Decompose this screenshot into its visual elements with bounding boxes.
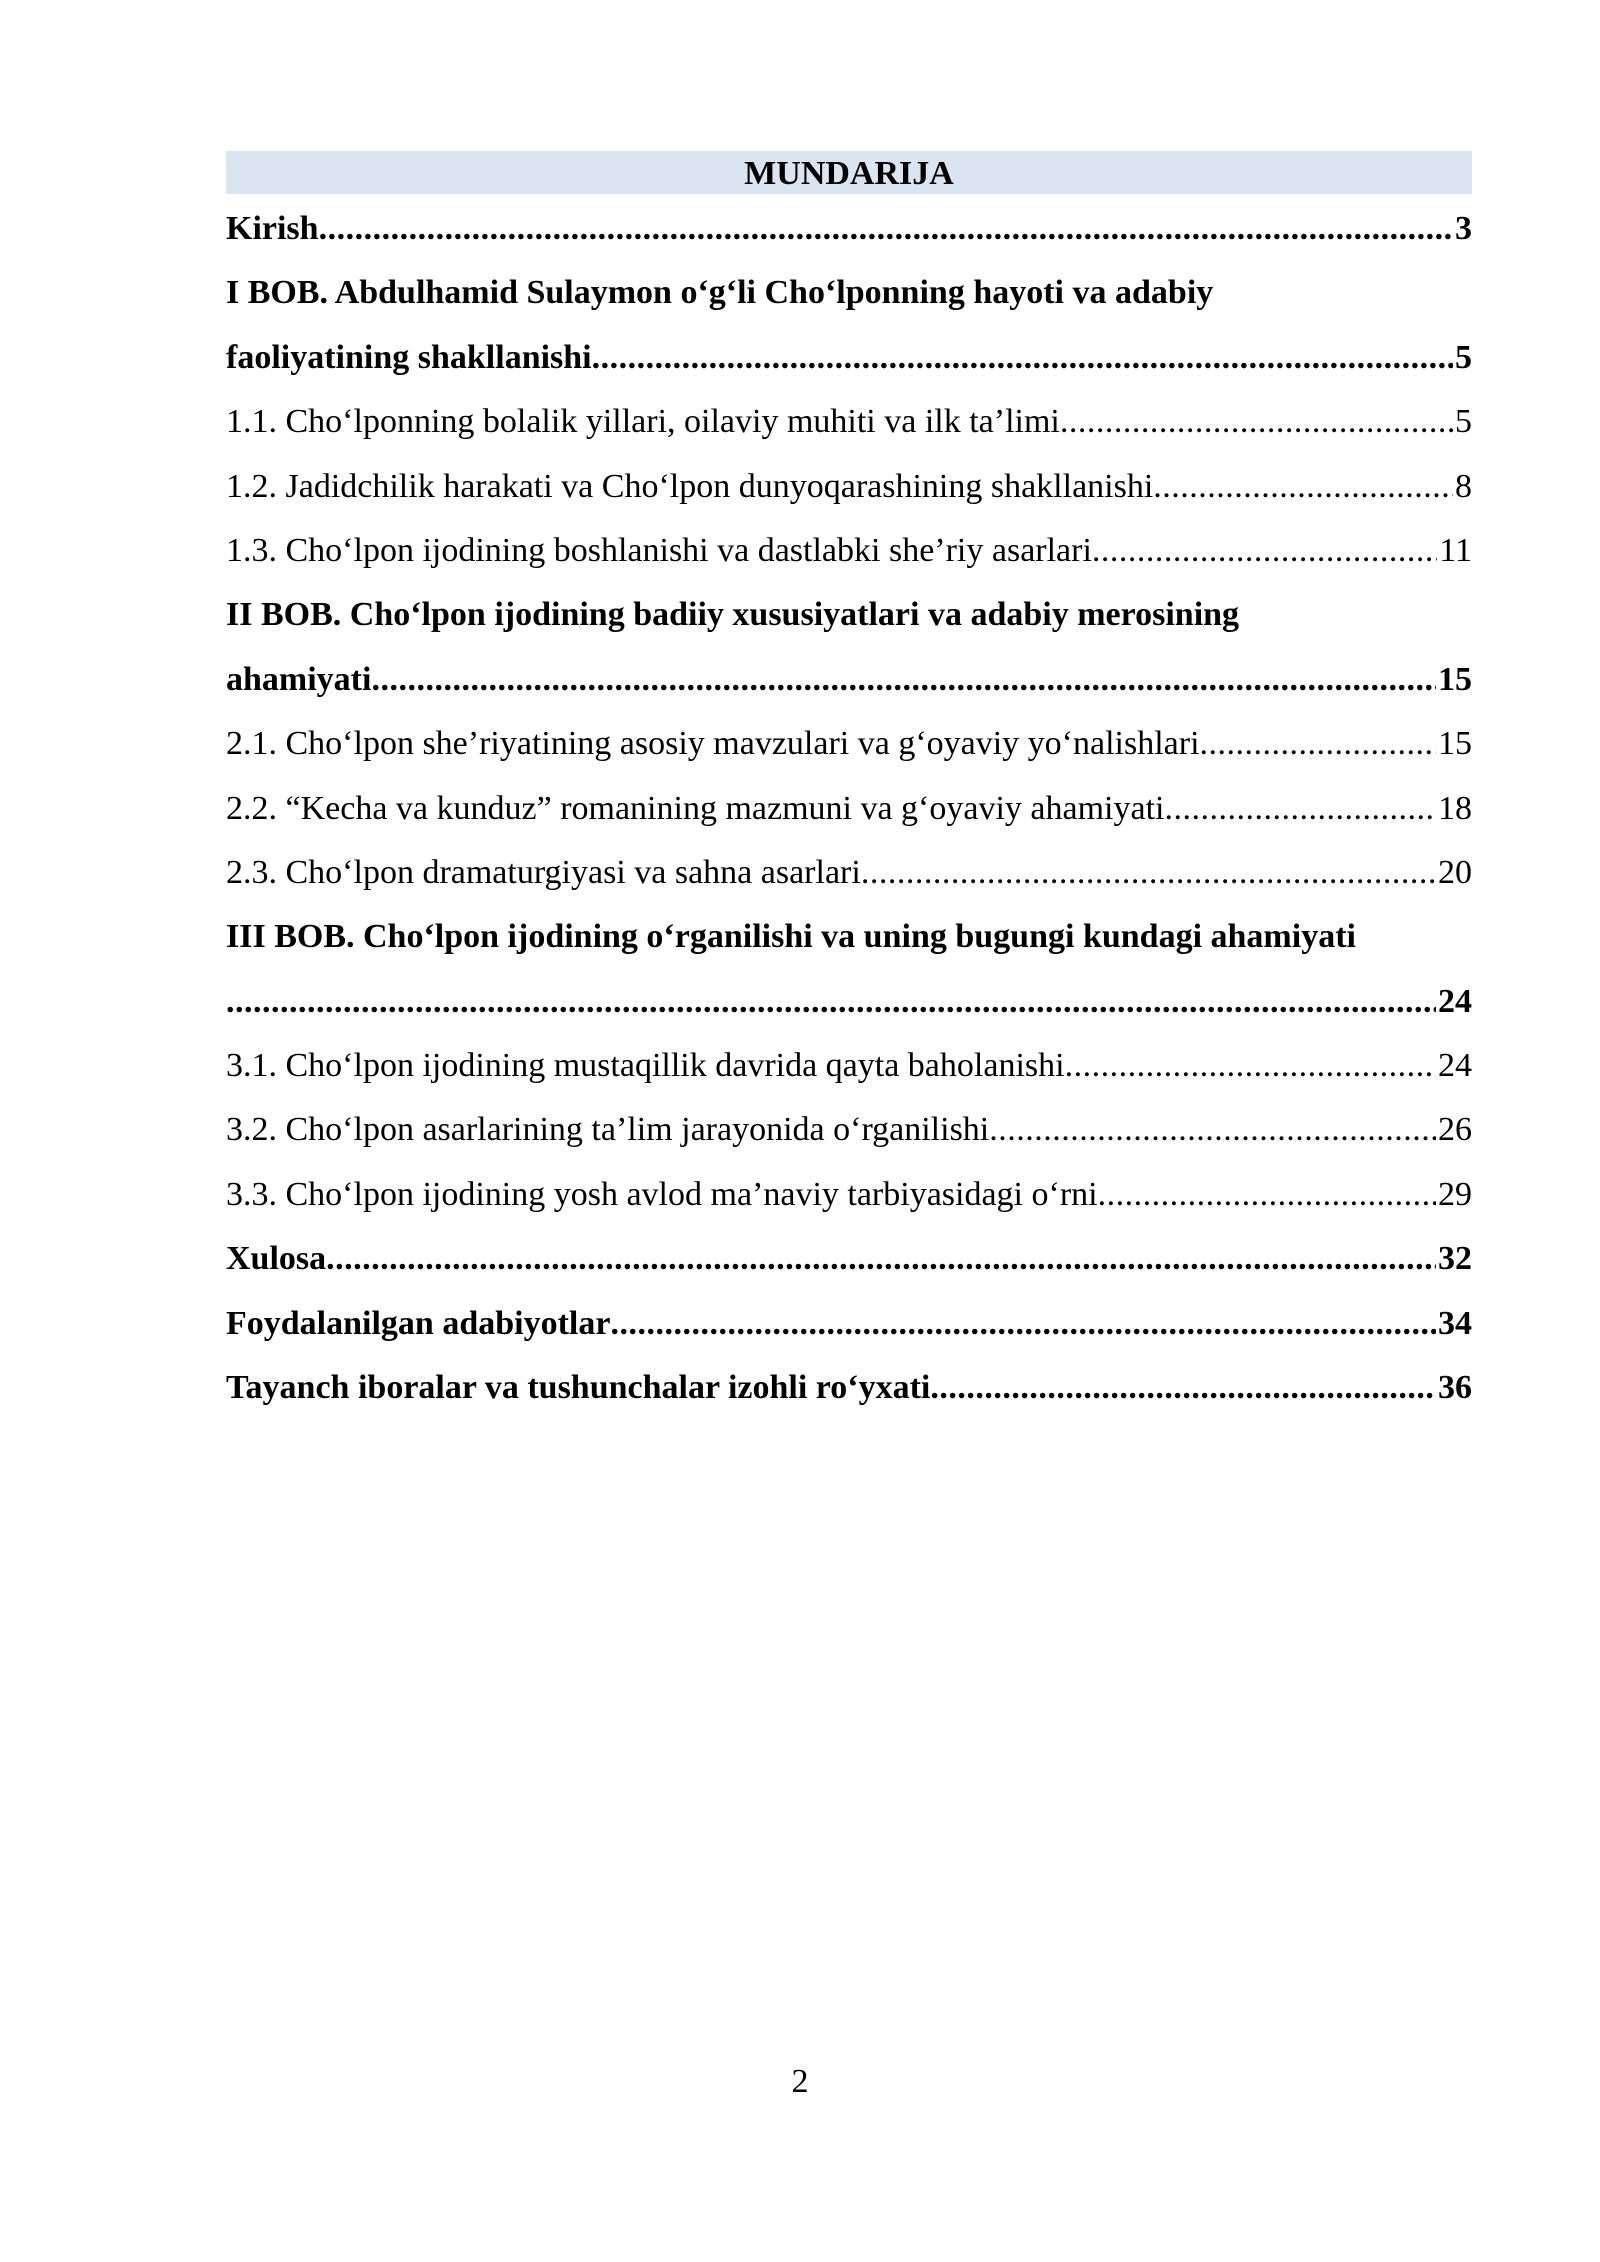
toc-entry-glossary[interactable] <box>226 1356 1472 1420</box>
toc-leader <box>226 970 1436 1034</box>
toc-entry-label: 2.1. Cho‘lpon she’riyatining asosiy mavzulari va g‘oyaviy yo‘nalishlari <box>226 712 1200 776</box>
toc-entry-page: 5 <box>1455 338 1472 376</box>
toc-leader <box>610 1292 1436 1356</box>
toc-entry-page: 34 <box>1438 1304 1472 1342</box>
toc-entry-1-3[interactable] <box>226 519 1472 583</box>
toc-entry-page: 8 <box>1455 467 1472 505</box>
toc-entry-3-2[interactable] <box>226 1098 1472 1162</box>
toc-entry-page: 24 <box>1438 982 1472 1020</box>
toc-entry-label: 1.1. Cho‘lponning bolalik yillari, oilaviy muhiti va ilk ta’limi <box>226 390 1060 454</box>
toc-entry-label: Foydalanilgan adabiyotlar <box>226 1292 610 1356</box>
toc-entry-page: 32 <box>1438 1240 1472 1278</box>
toc-entry-label: faoliyatining shakllanishi <box>226 326 592 390</box>
toc-entry-page: 5 <box>1455 403 1472 441</box>
page-number: 2 <box>791 2063 809 2100</box>
toc-entry-2-2[interactable] <box>226 777 1472 841</box>
toc-entry-label: 3.3. Cho‘lpon ijodining yosh avlod ma’naviy tarbiyasidagi o‘rni <box>226 1163 1098 1227</box>
toc-entry-label: I BOB. Abdulhamid Sulaymon o‘g‘li Cho‘lponning hayoti va adabiy <box>226 274 1214 312</box>
toc-entry-chapter-3[interactable] <box>226 970 1472 1034</box>
toc-entry-chapter-1-line1[interactable] <box>226 261 1472 325</box>
table-of-contents <box>226 151 1472 1420</box>
toc-entry-page: 11 <box>1439 531 1472 569</box>
toc-entry-label: 3.2. Cho‘lpon asarlarining ta’lim jarayonida o‘rganilishi <box>226 1098 989 1162</box>
toc-entry-page: 3 <box>1455 210 1472 247</box>
toc-entry-kirish[interactable] <box>226 197 1472 261</box>
toc-entry-label: 2.2. “Kecha va kunduz” romanining mazmuni va g‘oyaviy ahamiyati <box>226 777 1164 841</box>
toc-leader <box>1092 519 1437 583</box>
toc-entry-label: ahamiyati <box>226 648 371 712</box>
toc-entry-3-1[interactable] <box>226 1034 1472 1098</box>
toc-entry-1-2[interactable] <box>226 455 1472 519</box>
toc-leader <box>1060 390 1453 454</box>
toc-entry-label: Xulosa <box>226 1227 326 1291</box>
toc-entry-page: 15 <box>1438 725 1472 763</box>
toc-leader <box>371 648 1436 712</box>
toc-entry-chapter-2[interactable] <box>226 648 1472 712</box>
toc-entry-page: 15 <box>1438 660 1472 698</box>
toc-leader <box>930 1356 1436 1420</box>
toc-leader <box>1153 455 1453 519</box>
toc-entry-page: 24 <box>1438 1047 1472 1085</box>
toc-entry-label: 1.2. Jadidchilik harakati va Cho‘lpon dunyoqarashining shakllanishi <box>226 455 1153 519</box>
toc-entry-label: 1.3. Cho‘lpon ijodining boshlanishi va dastlabki she’riy asarlari <box>226 519 1092 583</box>
toc-entry-label: III BOB. Cho‘lpon ijodining o‘rganilishi va uning bugungi kundagi ahamiyati <box>226 918 1356 956</box>
toc-entry-chapter-3-line1[interactable] <box>226 905 1472 969</box>
toc-entry-chapter-1[interactable] <box>226 326 1472 390</box>
toc-entry-xulosa[interactable] <box>226 1227 1472 1291</box>
toc-entry-label: 3.1. Cho‘lpon ijodining mustaqillik davrida qayta baholanishi <box>226 1034 1065 1098</box>
toc-title: MUNDARIJA <box>226 151 1472 194</box>
toc-entry-label: Tayanch iboralar va tushunchalar izohli ro‘yxati <box>226 1356 930 1420</box>
toc-entry-label: II BOB. Cho‘lpon ijodining badiiy xususiyatlari va adabiy merosining <box>226 596 1240 634</box>
toc-leader <box>1164 777 1436 841</box>
toc-leader <box>326 1227 1436 1291</box>
toc-leader <box>1200 712 1436 776</box>
toc-leader <box>1065 1034 1436 1098</box>
toc-leader <box>989 1098 1436 1162</box>
toc-entry-label: Kirish <box>226 197 319 261</box>
toc-entry-2-3[interactable] <box>226 841 1472 905</box>
toc-leader <box>319 197 1453 261</box>
toc-entry-bibliography[interactable] <box>226 1292 1472 1356</box>
toc-entry-page: 26 <box>1438 1111 1472 1149</box>
toc-entry-3-3[interactable] <box>226 1163 1472 1227</box>
toc-leader <box>861 841 1436 905</box>
toc-entry-1-1[interactable] <box>226 390 1472 454</box>
toc-entry-2-1[interactable] <box>226 712 1472 776</box>
toc-entry-page: 36 <box>1438 1369 1472 1407</box>
toc-entry-chapter-2-line1[interactable] <box>226 583 1472 647</box>
toc-leader <box>592 326 1453 390</box>
toc-leader <box>1098 1163 1436 1227</box>
toc-entry-label: 2.3. Cho‘lpon dramaturgiyasi va sahna asarlari <box>226 841 861 905</box>
toc-entry-page: 20 <box>1438 853 1472 891</box>
toc-entry-page: 18 <box>1438 789 1472 827</box>
toc-entry-page: 29 <box>1438 1175 1472 1213</box>
